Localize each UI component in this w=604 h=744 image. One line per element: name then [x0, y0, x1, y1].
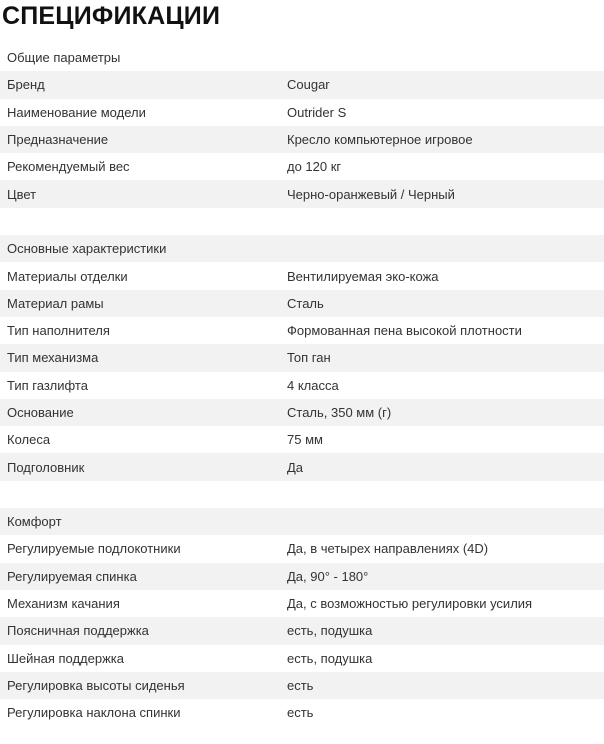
- spec-name: Материалы отделки: [7, 268, 128, 284]
- spec-name: Цвет: [7, 186, 37, 202]
- spec-row: [0, 426, 604, 453]
- spec-value: Да, с возможностью регулировки усилия: [287, 596, 533, 612]
- spec-name: Механизм качания: [7, 596, 120, 612]
- spec-name: Материал рамы: [7, 295, 104, 311]
- spec-name: Наименование модели: [7, 104, 146, 120]
- spec-value: 4 класса: [287, 377, 339, 393]
- spec-row: [0, 290, 604, 317]
- spec-row: [0, 699, 604, 726]
- spec-name: Рекомендуемый вес: [7, 159, 130, 175]
- spec-value: есть, подушка: [287, 623, 373, 639]
- spec-value: Черно-оранжевый / Черный: [287, 186, 455, 202]
- spec-value: Сталь, 350 мм (г): [287, 405, 392, 420]
- spec-group-title: Комфорт: [7, 514, 62, 530]
- spec-name: Подголовник: [7, 459, 85, 475]
- spec-group-header: [0, 508, 604, 535]
- spec-value: Вентилируемая эко-кожа: [287, 268, 439, 284]
- spec-row: [0, 372, 604, 399]
- spec-row: [0, 317, 604, 344]
- spec-row: [0, 672, 604, 699]
- spec-name: Основание: [7, 405, 74, 420]
- spec-group-main: [0, 235, 604, 481]
- spec-name: Бренд: [7, 77, 45, 93]
- spec-row: [0, 180, 604, 207]
- spec-value: 75 мм: [287, 432, 323, 448]
- spec-value: Outrider S: [287, 104, 347, 120]
- spec-name: Тип механизма: [7, 350, 99, 366]
- spec-row: [0, 590, 604, 617]
- spec-value: Cougar: [287, 77, 330, 93]
- spec-name: Тип наполнителя: [7, 323, 110, 339]
- spec-value: Кресло компьютерное игровое: [287, 132, 473, 148]
- spec-group-header: [0, 235, 604, 262]
- spec-row: [0, 535, 604, 562]
- spec-row: [0, 645, 604, 672]
- page-title: СПЕЦИФИКАЦИИ: [2, 2, 221, 30]
- spec-value: Топ ган: [287, 350, 331, 366]
- spec-group-title: Общие параметры: [7, 50, 121, 66]
- spec-row: [0, 126, 604, 153]
- spec-value: до 120 кг: [287, 159, 342, 175]
- spec-name: Поясничная поддержка: [7, 623, 149, 639]
- spec-group-comfort: [0, 508, 604, 726]
- spec-row: [0, 99, 604, 126]
- spec-row: [0, 71, 604, 98]
- spec-group-header: [0, 44, 604, 71]
- spec-value: Формованная пена высокой плотности: [287, 323, 522, 339]
- spec-value: Сталь: [287, 295, 324, 311]
- spec-row: [0, 453, 604, 480]
- spec-name: Регулировка наклона спинки: [7, 705, 181, 721]
- spec-row: [0, 617, 604, 644]
- spec-name: Регулировка высоты сиденья: [7, 677, 185, 693]
- spec-name: Регулируемая спинка: [7, 568, 137, 584]
- spec-name: Тип газлифта: [7, 377, 88, 393]
- spec-value: есть: [287, 677, 314, 693]
- spec-name: Шейная поддержка: [7, 650, 124, 666]
- spec-row: [0, 563, 604, 590]
- spec-group-general: [0, 44, 604, 208]
- spec-value: есть: [287, 705, 314, 721]
- spec-value: Да, 90° - 180°: [287, 568, 369, 584]
- spec-row: [0, 399, 604, 426]
- spec-group-title: Основные характеристики: [7, 241, 167, 257]
- spec-row: [0, 262, 604, 289]
- spec-value: Да, в четырех направлениях (4D): [287, 541, 489, 557]
- spec-row: [0, 344, 604, 371]
- spec-name: Колеса: [7, 432, 51, 448]
- spec-value: Да: [287, 459, 304, 475]
- spec-row: [0, 153, 604, 180]
- spec-name: Регулируемые подлокотники: [7, 541, 181, 557]
- spec-value: есть, подушка: [287, 650, 373, 666]
- group-spacer: [0, 481, 604, 508]
- group-spacer: [0, 208, 604, 235]
- spec-name: Предназначение: [7, 132, 109, 148]
